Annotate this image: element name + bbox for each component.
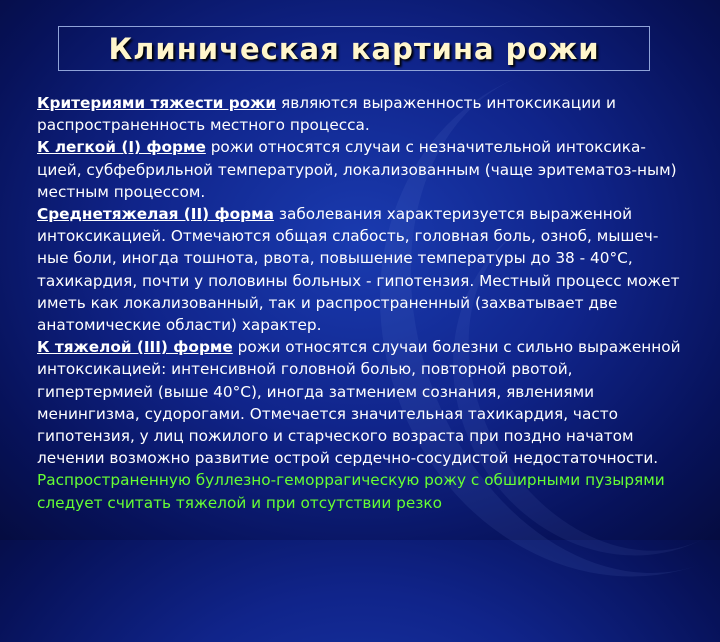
- heading-moderate-form: Среднетяжелая (II) форма: [37, 205, 274, 224]
- text-mild-form: рожи относятся случаи с незначительной интоксика-цией, субфебрильной температурой, локализованным (чаще эритематоз-ным) местным процессом.: [37, 138, 677, 201]
- slide-title: Клиническая картина рожи: [108, 31, 600, 66]
- heading-mild-form: К легкой (I) форме: [37, 138, 206, 157]
- heading-criteria: Критериями тяжести рожи: [37, 94, 277, 112]
- paragraph-severe-form: [37, 336, 687, 469]
- heading-severe-form: К тяжелой (III) форме: [37, 338, 233, 357]
- slide-body: [37, 92, 687, 514]
- title-box: [58, 26, 650, 71]
- paragraph-criteria: [37, 92, 687, 136]
- text-criteria: являются выраженность интоксикации и распространенность местного процесса.: [37, 94, 616, 135]
- note-bullous-form: Распространенную буллезно-геморрагическую рожу с обширными пузырями следует считать тяжелой и при отсутствии резко: [37, 471, 665, 512]
- paragraph-mild-form: [37, 136, 687, 203]
- paragraph-moderate-form: [37, 203, 687, 336]
- text-moderate-form: заболевания характеризуется выраженной интоксикацией. Отмечаются общая слабость, головная боль, озноб, мышеч-ные боли, иногда тошнота, рвота, повышение температуры до 38 - 40°С, тахикардия, почти у половины больных - гипотензия. Местный процесс может иметь как локализованный, так и распространенный (захватывает две анатомические области) характер.: [37, 205, 680, 335]
- text-severe-form: рожи относятся случаи болезни с сильно выраженной интоксикацией: интенсивной головной болью, повторной рвотой, гипертермией (выше 40°С), иногда затмением сознания, явлениями менингизма, судорогами. Отмечается значительная тахикардия, часто гипотензия, у лиц пожилого и старческого возраста при поздно начатом лечении возможно развитие острой сердечно-сосудистой недостаточности.: [37, 338, 681, 468]
